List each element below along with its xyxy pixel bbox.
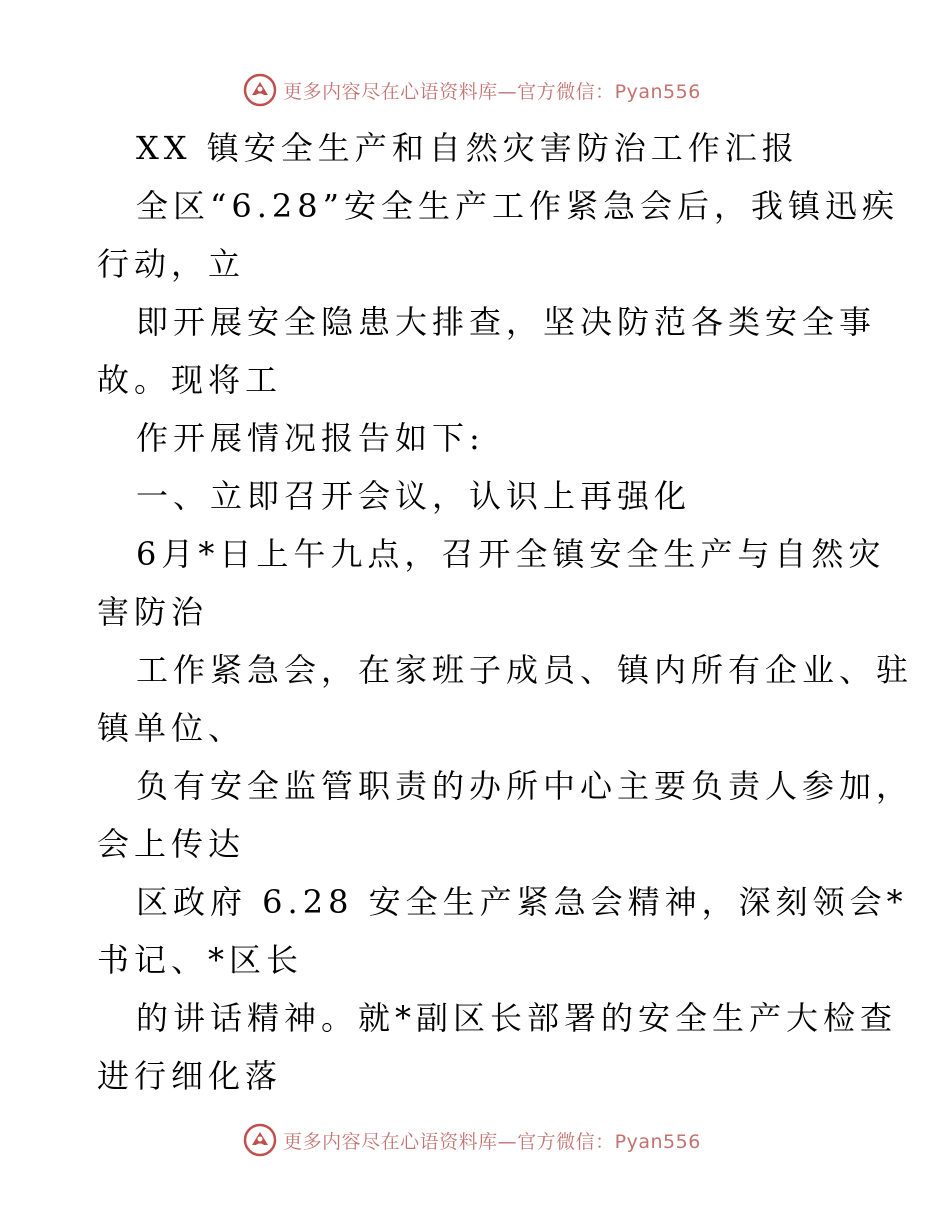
footer-banner [0, 1120, 950, 1160]
section-heading: 一、立即召开会议，认识上再强化 [136, 477, 692, 515]
paragraph-line: 的讲话精神。就*副区长部署的安全生产大检查 [136, 999, 898, 1037]
footer-banner-content [243, 1123, 701, 1157]
document-title: XX 镇安全生产和自然灾害防治工作汇报 [136, 129, 799, 167]
paragraph-line: 害防治 [97, 593, 209, 631]
book-seal-logo-icon [243, 1123, 277, 1157]
footer-banner-text: 更多内容尽在心语资料库—官方微信：Pyan556 [283, 1130, 701, 1153]
book-seal-logo-icon [243, 73, 277, 107]
paragraph-line: 行动，立 [97, 245, 246, 283]
paragraph-line: 作开展情况报告如下: [136, 419, 485, 457]
paragraph-line: 区政府 6.28 安全生产紧急会精神，深刻领会* [136, 883, 908, 921]
paragraph-line: 工作紧急会，在家班子成员、镇内所有企业、驻 [136, 651, 914, 689]
header-banner-content [243, 73, 701, 107]
header-banner-text: 更多内容尽在心语资料库—官方微信：Pyan556 [283, 80, 701, 103]
paragraph-line: 全区“6.28”安全生产工作紧急会后，我镇迅疾 [136, 187, 899, 225]
document-body [0, 119, 950, 1105]
paragraph-line: 会上传达 [97, 825, 246, 863]
paragraph-line: 负有安全监管职责的办所中心主要负责人参加， [136, 767, 914, 805]
paragraph-line: 6月*日上午九点，召开全镇安全生产与自然灾 [136, 535, 886, 573]
paragraph-line: 故。现将工 [97, 361, 283, 399]
paragraph-line: 即开展安全隐患大排查，坚决防范各类安全事 [136, 303, 877, 341]
header-banner [0, 70, 950, 110]
paragraph-line: 镇单位、 [97, 709, 246, 747]
paragraph-line: 进行细化落 [97, 1057, 283, 1095]
paragraph-line: 书记、*区长 [97, 941, 304, 979]
